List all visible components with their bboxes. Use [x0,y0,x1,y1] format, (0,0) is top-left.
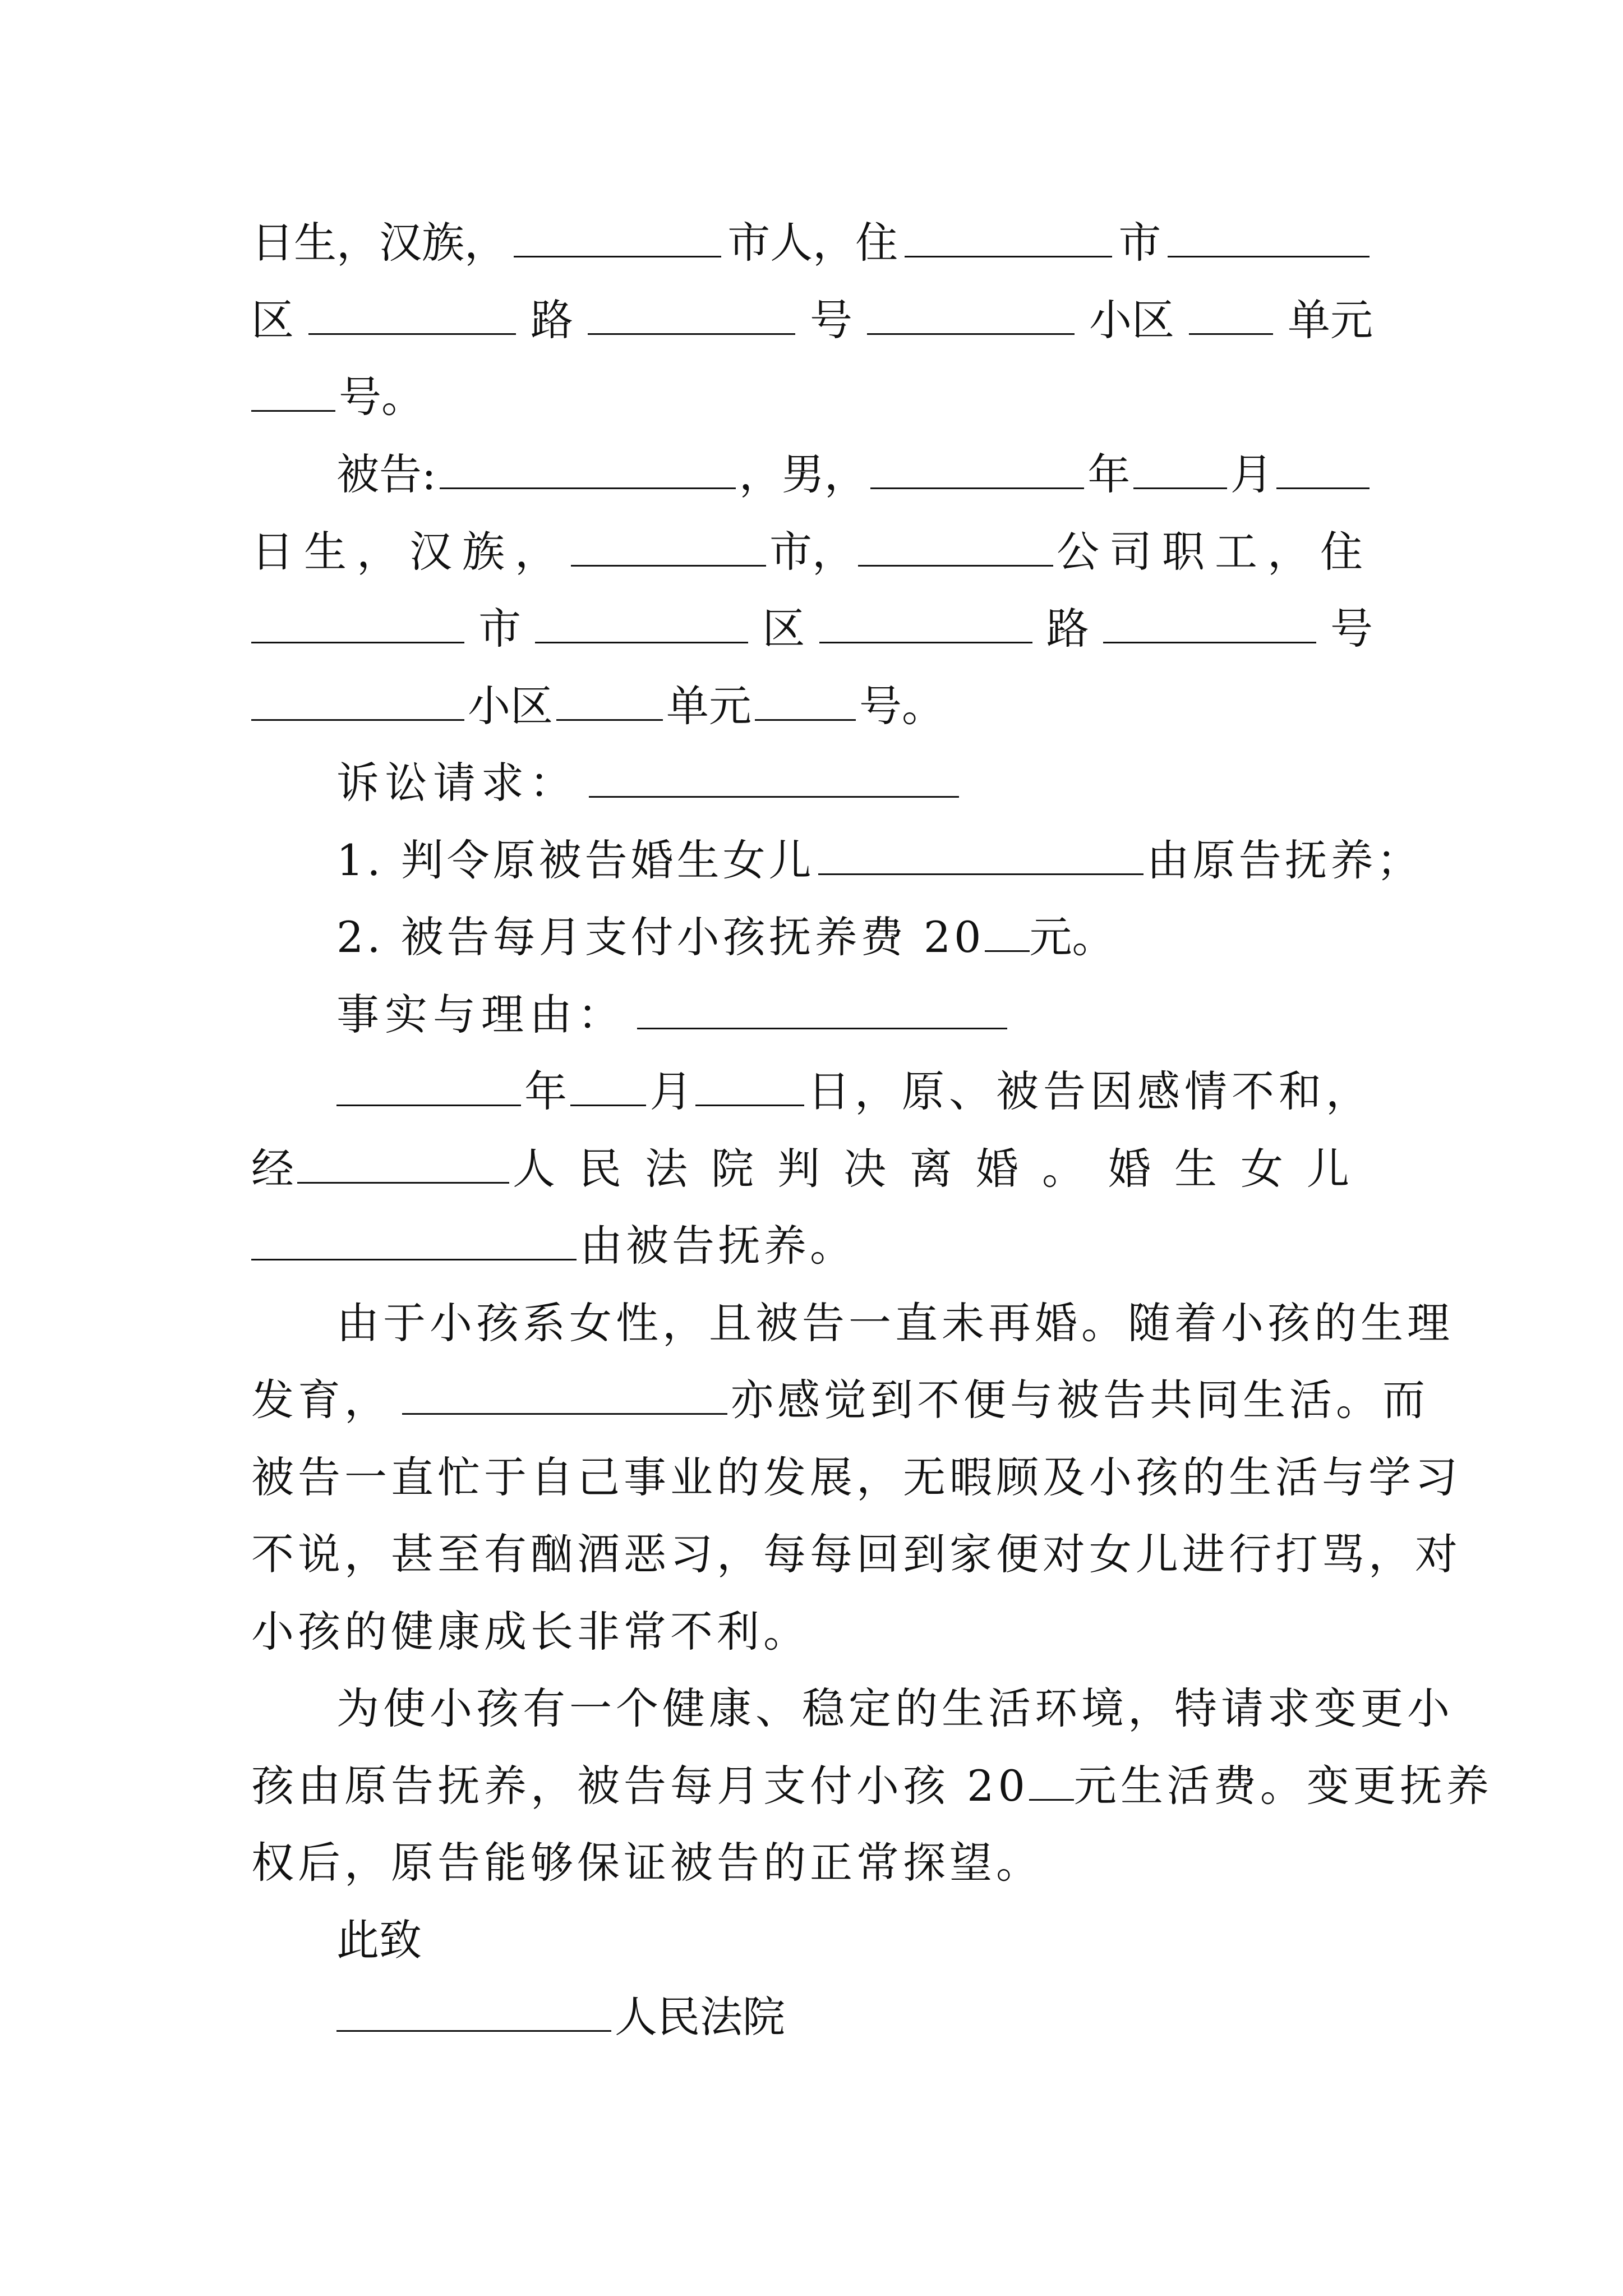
text-segment: 月 [649,1066,693,1116]
paragraph-line [251,1838,1043,1888]
text-segment: 号 [810,295,852,345]
text-segment: 号。 [339,372,424,422]
plaintiff-address-end-line [251,372,424,422]
defendant-birth-line [251,527,1373,577]
text-segment: 区 [251,295,294,345]
claim-2 [336,912,1115,962]
text-segment: 市人，住 [727,218,898,268]
text-segment: 权后，原告能够保证被告的正常探望。 [251,1838,1043,1888]
blank-day [695,1071,804,1106]
court-addressee [336,1992,785,2042]
text-segment: 人民法院 [615,1992,785,2042]
text-segment: 发育， [251,1375,391,1425]
text-segment: 经 [251,1144,294,1194]
blank-court [297,1148,509,1184]
blank-residence-city [251,608,464,643]
blank-year [336,1071,521,1106]
text-segment: 此致 [336,1915,422,1965]
blank-unit [556,685,663,721]
blank-company [858,531,1053,567]
paragraph-line [336,1298,1454,1348]
blank-defendant-name [440,454,736,489]
blank-day [1276,454,1370,489]
text-segment: 由原告抚养； [1146,835,1423,885]
blank-number [588,300,795,335]
blank-amount [985,917,1030,952]
blank-room [251,376,335,412]
defendant-address-line [251,604,1373,654]
blank-daughter-name [402,1379,727,1415]
blank-district [535,608,748,643]
text-segment: 年 [524,1066,567,1116]
text-segment: 被告: [336,449,436,499]
defendant-address-end-line [251,681,944,731]
blank-road [308,300,516,335]
plaintiff-address-line [251,295,1373,345]
facts-heading [336,990,1011,1039]
facts-line-3 [251,1221,856,1271]
blank-city [514,222,721,257]
text-segment: 不说，甚至有酗酒恶习，每每回到家便对女儿进行打骂，对 [251,1529,1461,1579]
text-segment: 人民法院判决离婚。婚生女儿 [513,1144,1373,1194]
paragraph-line [251,1607,810,1657]
blank-room [755,685,856,721]
text-segment: 元。 [1029,912,1115,962]
text-segment: 年 [1087,449,1131,499]
text-segment: 单元 [666,681,751,731]
claims-heading [336,758,962,808]
heading-text: 诉讼请求： [336,758,578,808]
blank-defendant-city [571,531,766,567]
defendant-line [336,449,1373,499]
blank-community [867,300,1075,335]
text-segment: 市， [769,527,855,577]
text-segment: 号 [1330,604,1373,654]
text-segment: 元生活费。变更抚养 [1073,1761,1493,1811]
text-segment: 小区 [1089,295,1174,345]
blank-daughter-name [818,840,1144,875]
text-segment: 日生，汉族， [251,527,568,577]
blank-claims [589,762,959,798]
text-segment: 路 [1046,604,1089,654]
text-segment: 日，原、被告因感情不和， [808,1066,1373,1116]
text-segment: 亦感觉到不便与被告共同生活。而 [731,1375,1429,1425]
text-segment: 由于小孩系女性，且被告一直未再婚。随着小孩的生理 [336,1298,1454,1348]
blank-year [870,454,1085,489]
paragraph-line [251,1529,1461,1579]
plaintiff-birth-address-line [251,218,1373,268]
blank-district [1168,222,1370,257]
text-segment: 1. 判令原被告婚生女儿 [336,835,815,885]
text-segment: 日生，汉族， [251,218,507,268]
blank-residence-city [905,222,1112,257]
text-segment: 孩由原告抚养，被告每月支付小孩 20 [251,1761,1029,1811]
paragraph-line [251,1761,1493,1811]
paragraph-line [251,1452,1461,1502]
blank-amount [1029,1765,1074,1801]
blank-facts [637,994,1007,1029]
paragraph-line [336,1683,1454,1733]
blank-month [570,1071,646,1106]
text-segment: 2. 被告每月支付小孩抚养费 20 [336,912,985,962]
closing-salutation [336,1915,422,1965]
blank-number [1103,608,1316,643]
blank-court [336,1996,611,2032]
text-segment: 为使小孩有一个健康、稳定的生活环境，特请求变更小 [336,1683,1454,1733]
text-segment: 由被告抚养。 [580,1221,856,1271]
facts-line-2 [251,1144,1373,1194]
text-segment: 小区 [468,681,553,731]
text-segment: 小孩的健康成长非常不利。 [251,1607,810,1657]
blank-road [819,608,1032,643]
text-segment: 号。 [859,681,944,731]
paragraph-line [251,1375,1429,1425]
blank-month [1133,454,1227,489]
text-segment: 市 [478,604,522,654]
claim-1 [336,835,1423,885]
text-segment: 路 [531,295,573,345]
blank-daughter-name [251,1225,577,1260]
heading-text: 事实与理由： [336,990,626,1039]
text-segment: 区 [762,604,805,654]
text-segment: ，男， [739,449,867,499]
text-segment: 月 [1230,449,1273,499]
text-segment: 被告一直忙于自己事业的发展，无暇顾及小孩的生活与学习 [251,1452,1461,1502]
text-segment: 单元 [1288,295,1373,345]
text-segment: 市 [1118,218,1161,268]
text-segment: 公司职工，住 [1057,527,1373,577]
blank-community [251,685,464,721]
blank-unit [1189,300,1273,335]
facts-line-1 [336,1066,1373,1116]
